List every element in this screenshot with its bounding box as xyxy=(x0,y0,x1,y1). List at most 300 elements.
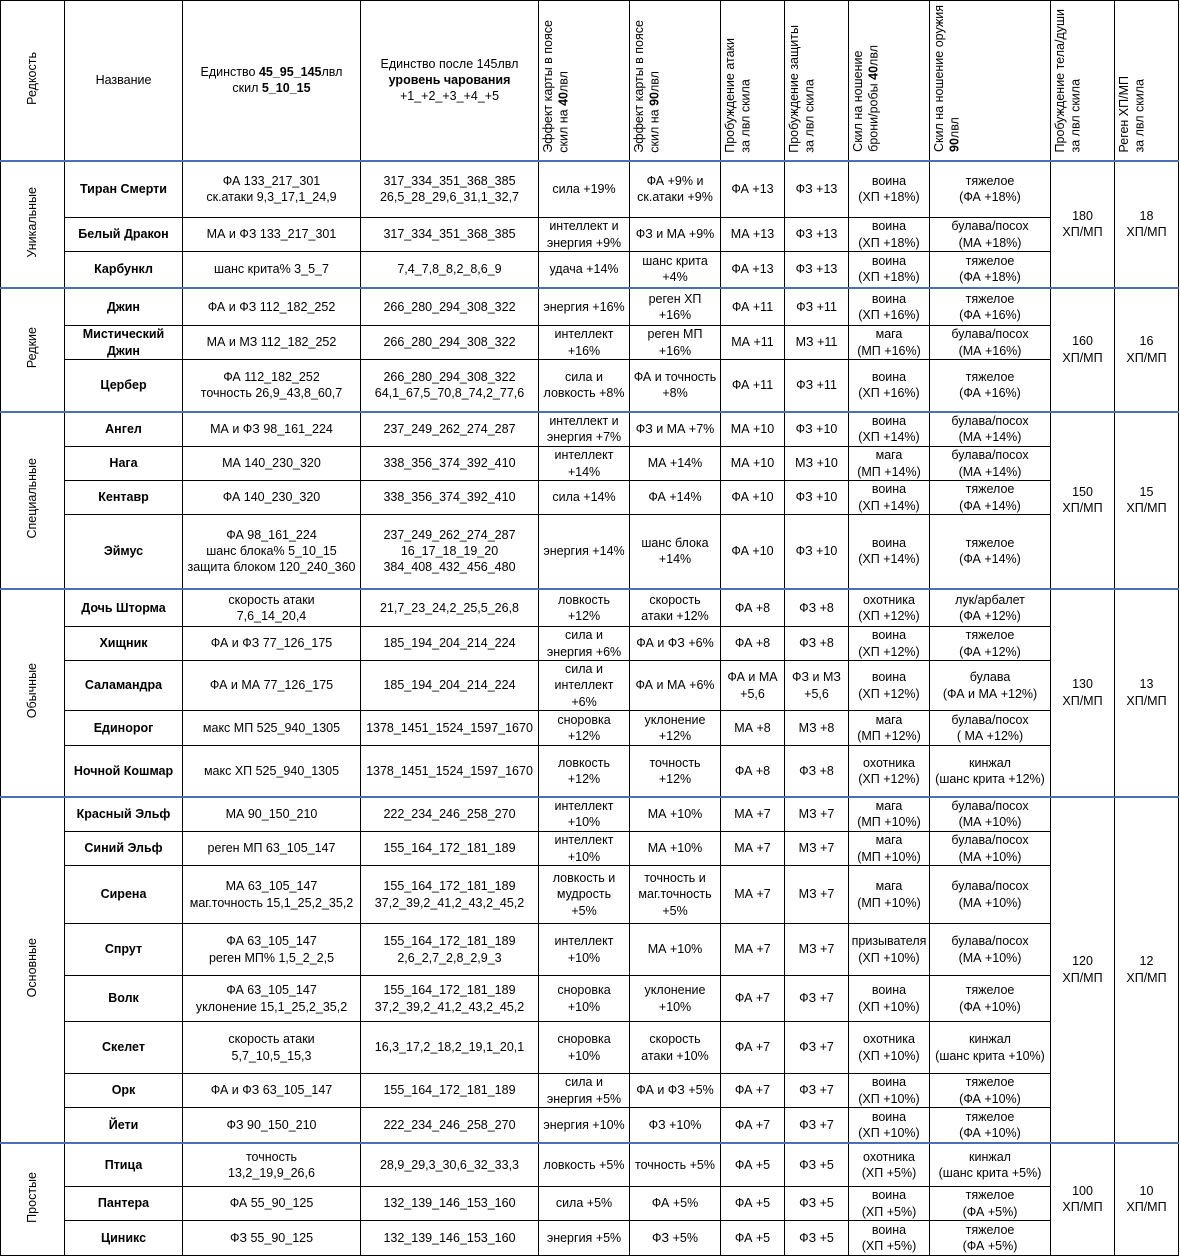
awaken-attack xyxy=(721,515,785,589)
belt-40 xyxy=(539,218,630,252)
awaken-defense-line: ФЗ +13 xyxy=(795,262,838,277)
header-line: Единство 45_95_145лвл xyxy=(200,65,343,79)
armor-skill-line: воина xyxy=(871,1109,907,1124)
weapon-skill-line: булава/посох xyxy=(951,327,1029,342)
belt-40 xyxy=(539,412,630,447)
awaken-defense-line: МЗ +8 xyxy=(798,720,835,735)
awaken-defense xyxy=(785,661,849,711)
header-line: Эффект карты в поясе xyxy=(541,19,555,153)
card-name-line: Йети xyxy=(108,1117,139,1132)
body-soul-cell-line: ХП/МП xyxy=(1062,501,1103,515)
armor-skill-line: (ХП +16%) xyxy=(858,307,920,322)
unity-stats-line: ФА 63_105_147 xyxy=(226,983,317,998)
unity-stats xyxy=(183,976,361,1022)
unity-enchant-line: 16,3_17,2_18,2_19,1_20,1 xyxy=(374,1040,525,1055)
armor-skill-line: (ХП +12%) xyxy=(858,644,920,659)
awaken-defense xyxy=(785,1022,849,1074)
awaken-defense-line: ФЗ +7 xyxy=(799,1083,834,1098)
armor-skill-line: (ХП +14%) xyxy=(858,552,920,567)
header-line: брони/робы 40лвл xyxy=(866,45,881,153)
card-name xyxy=(65,1143,183,1187)
awaken-defense-line: ФЗ +5 xyxy=(799,1157,834,1172)
table-row xyxy=(1,797,1179,832)
belt-40-line: +14% xyxy=(567,464,601,479)
unity-stats xyxy=(183,252,361,288)
unity-enchant-line: 222_234_246_258_270 xyxy=(383,807,516,822)
awaken-defense xyxy=(785,1187,849,1221)
card-name-line: Ангел xyxy=(105,422,142,437)
armor-skill-line: охотника xyxy=(863,755,915,770)
card-name xyxy=(65,976,183,1022)
header-line: Скил на ношение оружия xyxy=(932,5,946,153)
awaken-attack xyxy=(721,1143,785,1187)
unity-stats-line: точность 26,9_43,8_60,7 xyxy=(200,386,343,401)
awaken-defense xyxy=(785,797,849,832)
card-name xyxy=(65,924,183,976)
unity-stats xyxy=(183,326,361,360)
belt-40-line: сила +19% xyxy=(552,182,616,197)
armor-skill xyxy=(849,832,930,866)
unity-enchant xyxy=(361,1108,539,1143)
unity-stats-line: ФА 140_230_320 xyxy=(222,490,321,505)
belt-40 xyxy=(539,589,630,627)
belt-40-line: интеллект xyxy=(554,448,614,463)
header-line: за лвл скила xyxy=(1132,78,1147,153)
armor-skill-line: мага xyxy=(875,327,903,342)
awaken-attack-line: ФА +11 xyxy=(731,299,774,314)
weapon-skill xyxy=(930,161,1051,218)
belt-90-line: реген ХП xyxy=(648,291,702,306)
awaken-defense-line: ФЗ +8 xyxy=(799,763,834,778)
body-soul-cell xyxy=(1051,288,1115,412)
card-name xyxy=(65,252,183,288)
table-row xyxy=(1,326,1179,360)
header-line: Пробуждение защиты xyxy=(787,24,801,153)
awaken-defense xyxy=(785,627,849,661)
unity-stats-line: 7,6_14_20,4 xyxy=(236,608,307,623)
awaken-defense xyxy=(785,866,849,924)
regen-cell-line: ХП/МП xyxy=(1126,693,1167,708)
unity-enchant xyxy=(361,481,539,515)
body-soul-cell-line: ХП/МП xyxy=(1062,225,1103,239)
awaken-defense-line: ФЗ +13 xyxy=(795,182,838,197)
belt-40 xyxy=(539,288,630,326)
unity-enchant-line: 222_234_246_258_270 xyxy=(383,1117,516,1132)
weapon-skill-line: (ФА +12%) xyxy=(959,608,1021,623)
armor-skill-line: (ХП +10%) xyxy=(858,1048,920,1063)
weapon-skill-line: (ФА +12%) xyxy=(959,644,1021,659)
card-name xyxy=(65,1108,183,1143)
awaken-defense-line: МЗ +7 xyxy=(798,942,835,957)
belt-90-line: ФЗ и МА +7% xyxy=(635,422,715,437)
awaken-defense-line: ФЗ +11 xyxy=(796,378,837,393)
weapon-skill-line: (ФА +10%) xyxy=(959,1125,1021,1140)
awaken-defense-line: ФЗ +7 xyxy=(799,991,834,1006)
armor-skill-line: (ХП +12%) xyxy=(858,686,920,701)
unity-enchant-line: 21,7_23_24,2_25,5_26,8 xyxy=(379,600,520,615)
unity-stats xyxy=(183,1074,361,1108)
unity-stats xyxy=(183,661,361,711)
unity-stats xyxy=(183,627,361,661)
belt-40-line: +12% xyxy=(567,771,601,786)
belt-40-line: сноровка xyxy=(557,983,611,998)
weapon-skill-line: тяжелое xyxy=(965,174,1015,188)
awaken-defense xyxy=(785,589,849,627)
card-name-line: Скелет xyxy=(102,1040,145,1055)
armor-skill-line: (МП +10%) xyxy=(857,849,921,864)
header-row xyxy=(1,1,1179,161)
unity-enchant-line: 132_139_146_153_160 xyxy=(383,1230,516,1245)
awaken-defense-line: ФЗ +5 xyxy=(799,1230,834,1245)
unity-enchant-line: 28,9_29,3_30,6_32_33,3 xyxy=(379,1157,520,1172)
body-soul-cell-line: ХП/МП xyxy=(1062,693,1103,708)
card-name-line: Синий Эльф xyxy=(84,841,163,856)
awaken-defense xyxy=(785,360,849,412)
rarity-cell xyxy=(1,1143,65,1256)
belt-90-line: ФА и ФЗ +6% xyxy=(636,636,714,651)
awaken-attack-line: ФА +13 xyxy=(731,262,774,277)
weapon-skill-line: (ФА +18%) xyxy=(959,270,1021,285)
armor-skill xyxy=(849,976,930,1022)
awaken-attack xyxy=(721,1022,785,1074)
armor-skill-line: (ХП +18%) xyxy=(858,235,920,250)
awaken-attack-line: МА +7 xyxy=(734,887,771,902)
rarity-label: Основные xyxy=(25,937,40,998)
rarity-cell xyxy=(1,589,65,797)
header-belt-90 xyxy=(630,1,721,161)
header-rarity: Редкость xyxy=(1,1,65,161)
awaken-attack-line: МА +7 xyxy=(734,841,771,856)
unity-enchant xyxy=(361,711,539,746)
header-line: Пробуждение атаки xyxy=(723,37,737,153)
unity-enchant xyxy=(361,326,539,360)
awaken-defense-line: ФЗ и МЗ xyxy=(792,670,841,685)
belt-40 xyxy=(539,866,630,924)
unity-enchant xyxy=(361,412,539,447)
belt-90-line: МА +14% xyxy=(647,456,703,471)
armor-skill-line: воина xyxy=(871,219,907,234)
unity-stats xyxy=(183,797,361,832)
table-row xyxy=(1,481,1179,515)
header-line: скил 5_10_15 xyxy=(232,81,311,96)
card-name xyxy=(65,661,183,711)
weapon-skill-line: тяжелое xyxy=(965,983,1015,998)
weapon-skill xyxy=(930,976,1051,1022)
card-name-line: Белый Дракон xyxy=(78,227,169,242)
belt-90 xyxy=(630,589,721,627)
belt-40-line: мудрость xyxy=(556,887,612,902)
weapon-skill xyxy=(930,1143,1051,1187)
belt-40-line: энергия +16% xyxy=(543,299,625,314)
weapon-skill-line: тяжелое xyxy=(965,254,1015,268)
belt-40-line: ловкость xyxy=(557,592,611,607)
armor-skill xyxy=(849,326,930,360)
awaken-attack-line: ФА +5 xyxy=(734,1157,771,1172)
header-line: Эффект карты в поясе xyxy=(632,19,646,153)
unity-stats-line: макс ХП 525_940_1305 xyxy=(203,763,340,778)
weapon-skill xyxy=(930,832,1051,866)
belt-90 xyxy=(630,711,721,746)
weapon-skill xyxy=(930,288,1051,326)
weapon-skill xyxy=(930,924,1051,976)
unity-stats-line: ФЗ 90_150_210 xyxy=(226,1117,317,1132)
unity-stats xyxy=(183,832,361,866)
body-soul-cell-line: 120 xyxy=(1072,954,1093,969)
awaken-defense xyxy=(785,924,849,976)
unity-enchant-line: 266_280_294_308_322 xyxy=(383,370,516,384)
belt-90 xyxy=(630,924,721,976)
unity-enchant xyxy=(361,924,539,976)
card-name-line: Сирена xyxy=(100,887,147,902)
unity-enchant xyxy=(361,661,539,711)
unity-stats-line: МА и ФЗ 133_217_301 xyxy=(206,227,337,242)
weapon-skill xyxy=(930,481,1051,515)
weapon-skill-line: (МА +14%) xyxy=(958,464,1022,479)
regen-cell-line: 16 xyxy=(1139,334,1154,349)
unity-stats-line: ФА 55_90_125 xyxy=(229,1196,314,1211)
awaken-attack-line: ФА +10 xyxy=(731,544,774,559)
unity-stats xyxy=(183,1187,361,1221)
weapon-skill-line: (ФА +5%) xyxy=(962,1239,1018,1253)
awaken-defense xyxy=(785,447,849,481)
unity-enchant-line: 1378_1451_1524_1597_1670 xyxy=(366,763,533,778)
armor-skill-line: (МП +10%) xyxy=(857,895,921,910)
weapon-skill-line: булава/посох xyxy=(951,799,1029,813)
header-line: скил на 90лвл xyxy=(647,70,662,153)
weapon-skill-line: кинжал xyxy=(969,1149,1011,1164)
awaken-attack xyxy=(721,360,785,412)
header-name: Название xyxy=(65,1,183,161)
belt-90-line: МА +10% xyxy=(647,841,703,856)
armor-skill-line: (ХП +10%) xyxy=(858,1125,920,1140)
armor-skill xyxy=(849,252,930,288)
card-name xyxy=(65,711,183,746)
unity-stats-line: шанс крита% 3_5_7 xyxy=(214,262,329,277)
card-name-line: Пантера xyxy=(97,1196,150,1211)
card-name-line: Дочь Шторма xyxy=(81,600,166,615)
awaken-defense xyxy=(785,161,849,218)
belt-90-line: +14% xyxy=(658,552,692,567)
awaken-attack xyxy=(721,288,785,326)
unity-enchant-line: 155_164_172_181_189 xyxy=(383,983,516,998)
awaken-attack-line: ФА +8 xyxy=(734,636,771,651)
belt-40 xyxy=(539,627,630,661)
armor-skill-line: мага xyxy=(875,833,903,848)
unity-stats xyxy=(183,746,361,797)
belt-40 xyxy=(539,746,630,797)
unity-enchant-line: 155_164_172_181_189 xyxy=(383,879,516,894)
armor-skill-line: (ХП +5%) xyxy=(861,1204,917,1219)
unity-enchant xyxy=(361,1187,539,1221)
body-soul-cell-line: ХП/МП xyxy=(1062,970,1103,985)
regen-cell-line: 18 xyxy=(1139,208,1154,223)
weapon-skill xyxy=(930,1022,1051,1074)
armor-skill xyxy=(849,481,930,515)
unity-enchant-line: 384_408_432_456_480 xyxy=(383,560,516,575)
header-line: Скил на ношение xyxy=(851,51,865,153)
weapon-skill-line: кинжал xyxy=(969,1032,1011,1047)
card-name-line: Джин xyxy=(106,299,140,314)
unity-enchant xyxy=(361,1074,539,1108)
awaken-attack-line: ФА +7 xyxy=(734,1040,771,1055)
belt-90-line: уклонение xyxy=(644,983,706,998)
unity-stats-line: реген МП% 1,5_2_2,5 xyxy=(208,950,335,965)
header-line: уровень чарования xyxy=(388,73,511,88)
belt-90-line: +5% xyxy=(662,903,688,918)
awaken-attack xyxy=(721,832,785,866)
armor-skill-line: (ХП +12%) xyxy=(858,771,920,786)
unity-enchant-line: 237_249_262_274_287 xyxy=(383,527,516,542)
weapon-skill-line: булава/посох xyxy=(951,833,1029,848)
belt-40-line: энергия +5% xyxy=(546,1230,622,1245)
armor-skill-line: (ХП +14%) xyxy=(858,430,920,445)
belt-40-line: энергия +6% xyxy=(546,644,622,659)
armor-skill-line: мага xyxy=(875,448,903,463)
weapon-skill xyxy=(930,1221,1051,1256)
belt-90 xyxy=(630,252,721,288)
awaken-attack-line: ФА +5 xyxy=(734,1196,771,1211)
body-soul-cell xyxy=(1051,412,1115,589)
card-name xyxy=(65,627,183,661)
belt-90 xyxy=(630,1187,721,1221)
belt-40-line: +10% xyxy=(567,1048,601,1063)
table-row xyxy=(1,447,1179,481)
weapon-skill-line: (ФА +5%) xyxy=(962,1204,1018,1219)
armor-skill xyxy=(849,866,930,924)
weapon-skill-line: (МА +10%) xyxy=(958,895,1022,910)
card-name-line: Эймус xyxy=(103,544,144,559)
card-name xyxy=(65,515,183,589)
unity-enchant-line: 317_334_351_368_385 xyxy=(383,227,516,242)
belt-90 xyxy=(630,288,721,326)
weapon-skill-line: булава/посох xyxy=(951,879,1029,894)
awaken-defense xyxy=(785,412,849,447)
regen-cell-line: 15 xyxy=(1139,484,1154,499)
weapon-skill xyxy=(930,252,1051,288)
weapon-skill-line: тяжелое xyxy=(965,628,1015,643)
belt-40-line: сила +5% xyxy=(555,1196,613,1211)
unity-stats-line: ФА и ФЗ 77_126_175 xyxy=(210,636,333,651)
awaken-attack xyxy=(721,627,785,661)
regen-cell-line: ХП/МП xyxy=(1126,225,1167,239)
weapon-skill xyxy=(930,1108,1051,1143)
card-name-line: Ночной Кошмар xyxy=(73,763,174,778)
awaken-attack xyxy=(721,866,785,924)
rarity-cell xyxy=(1,797,65,1143)
belt-90 xyxy=(630,627,721,661)
weapon-skill-line: ( МА +12%) xyxy=(956,729,1024,743)
table-row xyxy=(1,661,1179,711)
belt-90 xyxy=(630,447,721,481)
armor-skill xyxy=(849,447,930,481)
belt-90 xyxy=(630,1143,721,1187)
weapon-skill-line: (ФА +14%) xyxy=(959,498,1021,513)
belt-40-line: ловкость и xyxy=(552,871,616,886)
belt-40-line: интеллект xyxy=(554,327,614,342)
armor-skill xyxy=(849,1108,930,1143)
awaken-defense xyxy=(785,218,849,252)
armor-skill xyxy=(849,924,930,976)
belt-90 xyxy=(630,661,721,711)
belt-90 xyxy=(630,866,721,924)
awaken-defense xyxy=(785,252,849,288)
awaken-defense-line: ФЗ +10 xyxy=(795,544,838,559)
table-row xyxy=(1,1108,1179,1143)
weapon-skill-line: (шанс крита +10%) xyxy=(935,1048,1045,1063)
awaken-attack-line: ФА +11 xyxy=(731,378,774,393)
unity-stats-line: МА 90_150_210 xyxy=(225,807,318,822)
awaken-defense-line: ФЗ +7 xyxy=(799,1040,834,1055)
weapon-skill-line: (ФА +10%) xyxy=(959,1091,1021,1106)
card-name xyxy=(65,218,183,252)
header-weapon-skill xyxy=(930,1,1051,161)
armor-skill xyxy=(849,1221,930,1256)
belt-40 xyxy=(539,711,630,746)
weapon-skill-line: (шанс крита +12%) xyxy=(935,771,1045,786)
weapon-skill xyxy=(930,797,1051,832)
awaken-attack xyxy=(721,481,785,515)
awaken-defense-line: ФЗ +7 xyxy=(799,1117,834,1132)
belt-90 xyxy=(630,515,721,589)
belt-90-line: точность и xyxy=(644,871,706,886)
armor-skill xyxy=(849,1022,930,1074)
body-soul-cell-line: 100 xyxy=(1072,1184,1093,1198)
body-soul-cell-line: 160 xyxy=(1072,334,1093,349)
armor-skill xyxy=(849,627,930,661)
regen-cell xyxy=(1115,1143,1179,1256)
rarity-cell xyxy=(1,161,65,288)
belt-90-line: ФА и ФЗ +5% xyxy=(636,1083,714,1098)
awaken-defense-line: ФЗ +8 xyxy=(799,636,834,651)
belt-40-line: +6% xyxy=(571,694,597,709)
table-row xyxy=(1,1221,1179,1256)
card-name-line: Единорог xyxy=(93,720,154,735)
unity-enchant-line: 185_194_204_214_224 xyxy=(383,678,516,693)
unity-enchant-line: 37,2_39,2_41,2_43,2_45,2 xyxy=(374,999,525,1014)
weapon-skill-line: кинжал xyxy=(969,755,1011,770)
unity-stats xyxy=(183,515,361,589)
table-row xyxy=(1,746,1179,797)
belt-90-line: ФА +9% и xyxy=(646,174,704,188)
belt-90-line: МА +10% xyxy=(647,942,703,957)
card-name-line: Цербер xyxy=(100,378,147,393)
armor-skill xyxy=(849,1187,930,1221)
weapon-skill xyxy=(930,412,1051,447)
unity-stats xyxy=(183,711,361,746)
belt-40-line: интеллект xyxy=(554,799,614,813)
table-row xyxy=(1,161,1179,218)
belt-40-line: энергия +9% xyxy=(546,235,622,250)
weapon-skill-line: (ФА +18%) xyxy=(959,190,1021,205)
awaken-defense xyxy=(785,1143,849,1187)
belt-90-line: атаки +12% xyxy=(641,608,709,623)
unity-enchant xyxy=(361,252,539,288)
regen-cell-line: ХП/МП xyxy=(1126,350,1167,365)
unity-enchant-line: 155_164_172_181_189 xyxy=(383,934,516,949)
armor-skill xyxy=(849,1143,930,1187)
card-name xyxy=(65,161,183,218)
armor-skill xyxy=(849,661,930,711)
unity-stats xyxy=(183,288,361,326)
belt-40-line: интеллект xyxy=(554,833,614,848)
table-row xyxy=(1,1074,1179,1108)
weapon-skill-line: булава/посох xyxy=(951,934,1029,949)
belt-40 xyxy=(539,360,630,412)
belt-90-line: ФЗ +10% xyxy=(648,1117,702,1132)
belt-90 xyxy=(630,326,721,360)
awaken-defense xyxy=(785,1221,849,1256)
card-name xyxy=(65,481,183,515)
